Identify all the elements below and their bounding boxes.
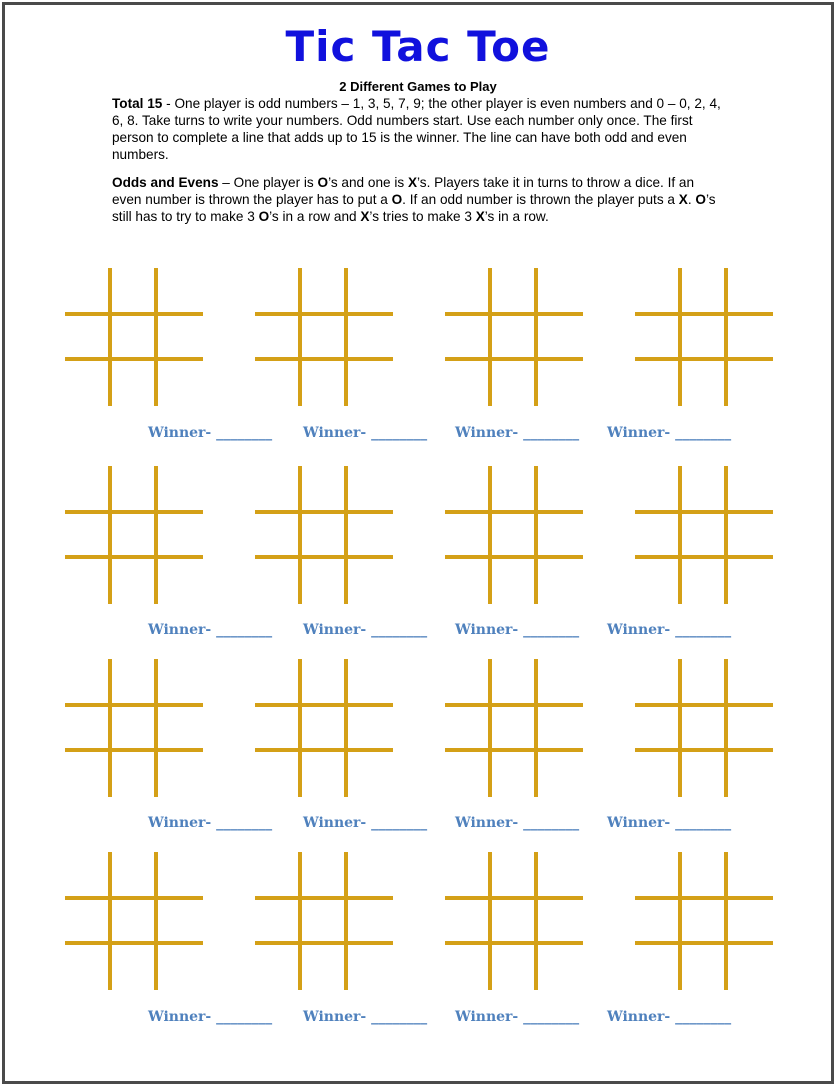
grid-line-vertical (108, 268, 112, 406)
winner-label: Winner- ________ (303, 1009, 428, 1025)
grid-line-horizontal (255, 748, 393, 752)
page-title: Tic Tac Toe (285, 22, 551, 71)
grid-line-horizontal (255, 555, 393, 559)
x-symbol: X (475, 209, 485, 224)
game-2-text: . (687, 192, 696, 207)
grid-line-vertical (534, 852, 538, 990)
page-subtitle: 2 Different Games to Play (339, 79, 497, 94)
tic-tac-toe-grid (445, 659, 583, 797)
game-1-rules (112, 95, 726, 163)
grid-line-vertical (298, 466, 302, 604)
grid-line-horizontal (65, 941, 203, 945)
grid-line-horizontal (65, 555, 203, 559)
grid-line-horizontal (635, 510, 773, 514)
grid-line-vertical (298, 268, 302, 406)
tic-tac-toe-grid (65, 466, 203, 604)
grid-line-horizontal (255, 941, 393, 945)
winner-label: Winner- ________ (455, 425, 580, 441)
game-2-text: ’s in a row and (269, 209, 361, 224)
grid-line-vertical (108, 852, 112, 990)
winner-label: Winner- ________ (148, 815, 273, 831)
grid-line-horizontal (65, 312, 203, 316)
grid-line-horizontal (635, 896, 773, 900)
grid-line-vertical (298, 852, 302, 990)
grid-line-horizontal (635, 555, 773, 559)
grid-line-vertical (154, 852, 158, 990)
grid-line-vertical (298, 659, 302, 797)
grid-line-vertical (678, 659, 682, 797)
winner-label: Winner- ________ (607, 815, 732, 831)
tic-tac-toe-grid (65, 852, 203, 990)
winner-label: Winner- ________ (607, 425, 732, 441)
grid-line-horizontal (65, 748, 203, 752)
grid-line-vertical (678, 852, 682, 990)
grid-line-horizontal (445, 941, 583, 945)
x-symbol: X (678, 192, 688, 207)
winner-label: Winner- ________ (148, 622, 273, 638)
winner-label: Winner- ________ (303, 815, 428, 831)
winner-label: Winner- ________ (303, 425, 428, 441)
grid-line-vertical (678, 268, 682, 406)
winner-label: Winner- ________ (607, 622, 732, 638)
winner-label: Winner- ________ (148, 1009, 273, 1025)
game-2-text: ’s tries to make 3 (369, 209, 476, 224)
game-2-text: ’s and one is (328, 175, 408, 190)
grid-line-vertical (724, 268, 728, 406)
grid-line-vertical (724, 466, 728, 604)
grid-line-vertical (534, 466, 538, 604)
game-2-text: ’s in a row. (484, 209, 549, 224)
winner-label: Winner- ________ (607, 1009, 732, 1025)
grid-line-vertical (108, 659, 112, 797)
game-2-text: . If an odd number is thrown the player puts a (402, 192, 679, 207)
tic-tac-toe-grid (635, 466, 773, 604)
grid-line-horizontal (445, 312, 583, 316)
o-symbol: O (258, 209, 270, 224)
grid-line-vertical (154, 659, 158, 797)
tic-tac-toe-grid (445, 852, 583, 990)
game-2-text: – One player is (218, 175, 318, 190)
winner-label: Winner- ________ (303, 622, 428, 638)
game-1-heading: Total 15 (112, 96, 163, 111)
game-2-heading: Odds and Evens (112, 175, 219, 190)
grid-line-vertical (678, 466, 682, 604)
grid-line-horizontal (445, 896, 583, 900)
tic-tac-toe-grid (255, 466, 393, 604)
tic-tac-toe-grid (65, 268, 203, 406)
grid-line-horizontal (445, 748, 583, 752)
x-symbol: X (407, 175, 418, 190)
grid-line-vertical (488, 659, 492, 797)
grid-line-vertical (154, 268, 158, 406)
winner-label: Winner- ________ (455, 1009, 580, 1025)
tic-tac-toe-grid (255, 268, 393, 406)
grid-line-horizontal (255, 510, 393, 514)
grid-line-horizontal (65, 703, 203, 707)
grid-line-horizontal (255, 357, 393, 361)
grid-line-horizontal (635, 941, 773, 945)
grid-line-vertical (488, 852, 492, 990)
tic-tac-toe-grid (445, 466, 583, 604)
grid-line-horizontal (255, 703, 393, 707)
grid-line-vertical (534, 659, 538, 797)
grid-line-horizontal (65, 357, 203, 361)
tic-tac-toe-grid (65, 659, 203, 797)
grid-line-horizontal (65, 510, 203, 514)
grid-line-vertical (108, 466, 112, 604)
grid-line-horizontal (255, 896, 393, 900)
grid-line-vertical (344, 466, 348, 604)
winner-label: Winner- ________ (455, 815, 580, 831)
game-2-text: ’s still has to try to make 3 (112, 192, 716, 224)
grid-line-vertical (344, 659, 348, 797)
tic-tac-toe-grid (635, 852, 773, 990)
grid-line-horizontal (445, 510, 583, 514)
o-symbol: O (695, 192, 706, 207)
grid-line-horizontal (445, 357, 583, 361)
grid-line-horizontal (65, 896, 203, 900)
grid-line-horizontal (255, 312, 393, 316)
tic-tac-toe-grid (635, 268, 773, 406)
game-1-text: - One player is odd numbers – 1, 3, 5, 7, 9; the other player is even numbers and 0 – 0, 2, 4, 6, 8. Take turns to write your numbers. Odd numbers start. Use each number only once. The first person to complete a line that adds up to 15 is the winner. The line can have both odd and even numbers. (112, 96, 721, 162)
winner-label: Winner- ________ (455, 622, 580, 638)
tic-tac-toe-grid (445, 268, 583, 406)
grid-line-vertical (344, 268, 348, 406)
grid-line-horizontal (445, 703, 583, 707)
winner-label: Winner- ________ (148, 425, 273, 441)
grid-line-horizontal (635, 357, 773, 361)
grid-line-vertical (534, 268, 538, 406)
o-symbol: O (317, 175, 329, 190)
tic-tac-toe-grid (255, 852, 393, 990)
grid-line-vertical (154, 466, 158, 604)
x-symbol: X (360, 209, 370, 224)
game-2-rules (112, 174, 726, 225)
grid-line-horizontal (635, 312, 773, 316)
o-symbol: O (391, 192, 403, 207)
grid-line-vertical (724, 852, 728, 990)
tic-tac-toe-grid (255, 659, 393, 797)
grid-line-vertical (344, 852, 348, 990)
grid-line-vertical (488, 268, 492, 406)
grid-line-horizontal (635, 748, 773, 752)
game-2-text: ’s. Players take it in turns to throw a dice. If an even number is thrown the player has to put a (112, 175, 695, 207)
tic-tac-toe-grid (635, 659, 773, 797)
grid-line-horizontal (635, 703, 773, 707)
grid-line-horizontal (445, 555, 583, 559)
grid-line-vertical (488, 466, 492, 604)
grid-line-vertical (724, 659, 728, 797)
